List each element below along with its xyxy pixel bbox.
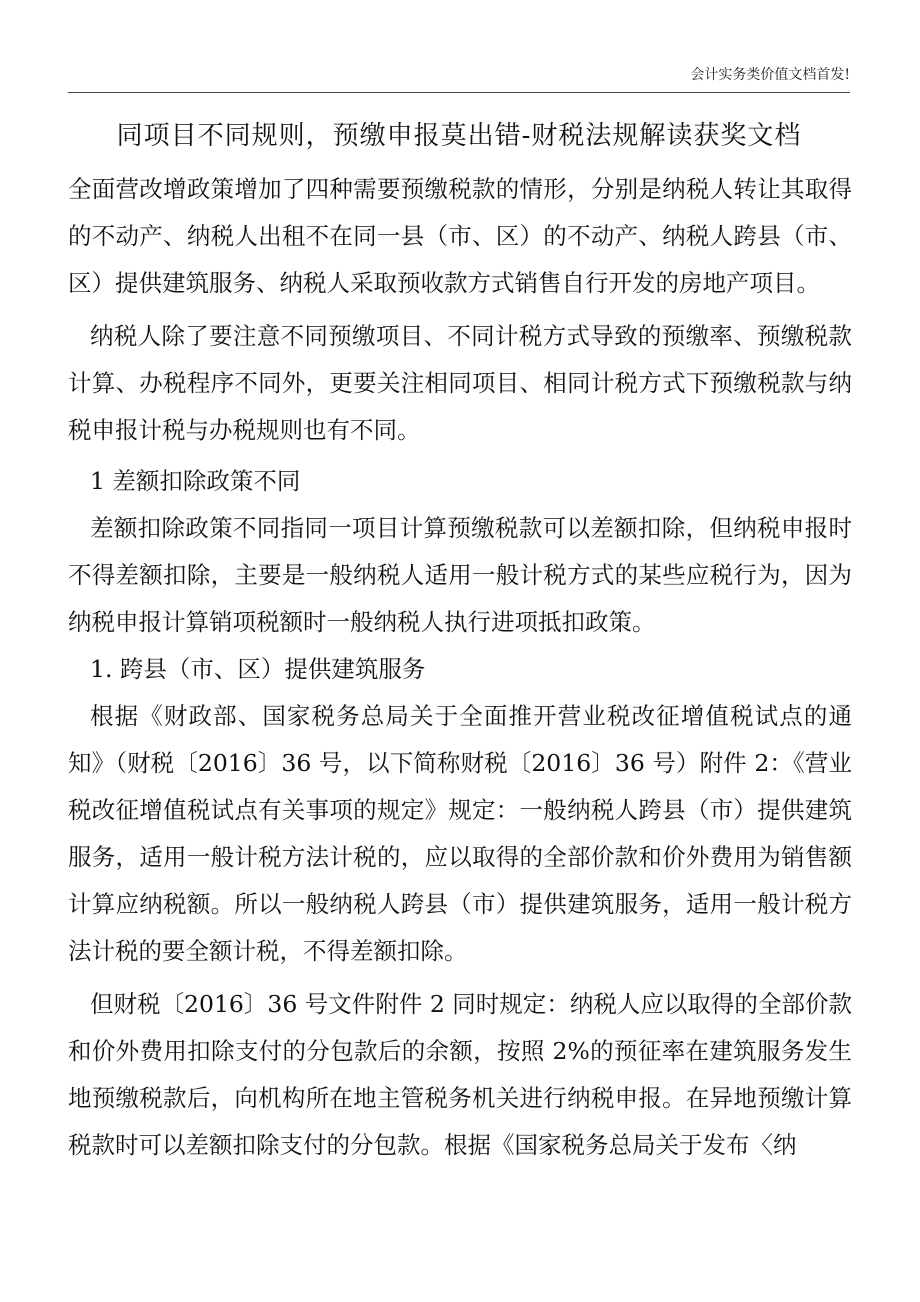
paragraph-intro: 全面营改增政策增加了四种需要预缴税款的情形，分别是纳税人转让其取得的不动产、纳税人出租不在同一县（市、区）的不动产、纳税人跨县（市、区）提供建筑服务、纳税人采取预收款方式销售自行开发的房地产项目。 <box>68 175 852 297</box>
paragraph-section-1: 差额扣除政策不同指同一项目计算预缴税款可以差额扣除，但纳税申报时不得差额扣除，主要是一般纳税人适用一般计税方式的某些应税行为，因为纳税申报计算销项税额时一般纳税人执行进项抵扣政策。 <box>68 514 852 636</box>
section-heading-1: 1 差额扣除政策不同 <box>90 467 301 495</box>
subsection-heading-1: 1. 跨县（市、区）提供建筑服务 <box>90 655 426 683</box>
header-note: 会计实务类价值文档首发! <box>690 67 850 83</box>
document-title: 同项目不同规则，预缴申报莫出错-财税法规解读获奖文档 <box>116 121 802 151</box>
paragraph-regulation: 根据《财政部、国家税务总局关于全面推开营业税改征增值税试点的通知》（财税〔2016〕36 号，以下简称财税〔2016〕36 号）附件 2：《营业税改征增值税试点有关事项的规定》规定：一般纳税人跨县（市）提供建筑服务，适用一般计税方法计税的，应以取得的全部价款和价外费用为销售额计算应纳税额。所以一般纳税人跨县（市）提供建筑服务，适用一般计税方法计税的要全额计税，不得差额扣除。 <box>68 702 852 965</box>
header-divider <box>68 92 850 93</box>
paragraph-overview: 纳税人除了要注意不同预缴项目、不同计税方式导致的预缴率、预缴税款计算、办税程序不同外，更要关注相同项目、相同计税方式下预缴税款与纳税申报计税与办税规则也有不同。 <box>68 322 852 444</box>
document-body <box>68 166 852 1169</box>
paragraph-prepayment: 但财税〔2016〕36 号文件附件 2 同时规定：纳税人应以取得的全部价款和价外费用扣除支付的分包款后的余额，按照 2%的预征率在建筑服务发生地预缴税款后，向机构所在地主管税务机关进行纳税申报。在异地预缴计算税款时可以差额扣除支付的分包款。根据《国家税务总局关于发布〈纳 <box>68 990 852 1159</box>
